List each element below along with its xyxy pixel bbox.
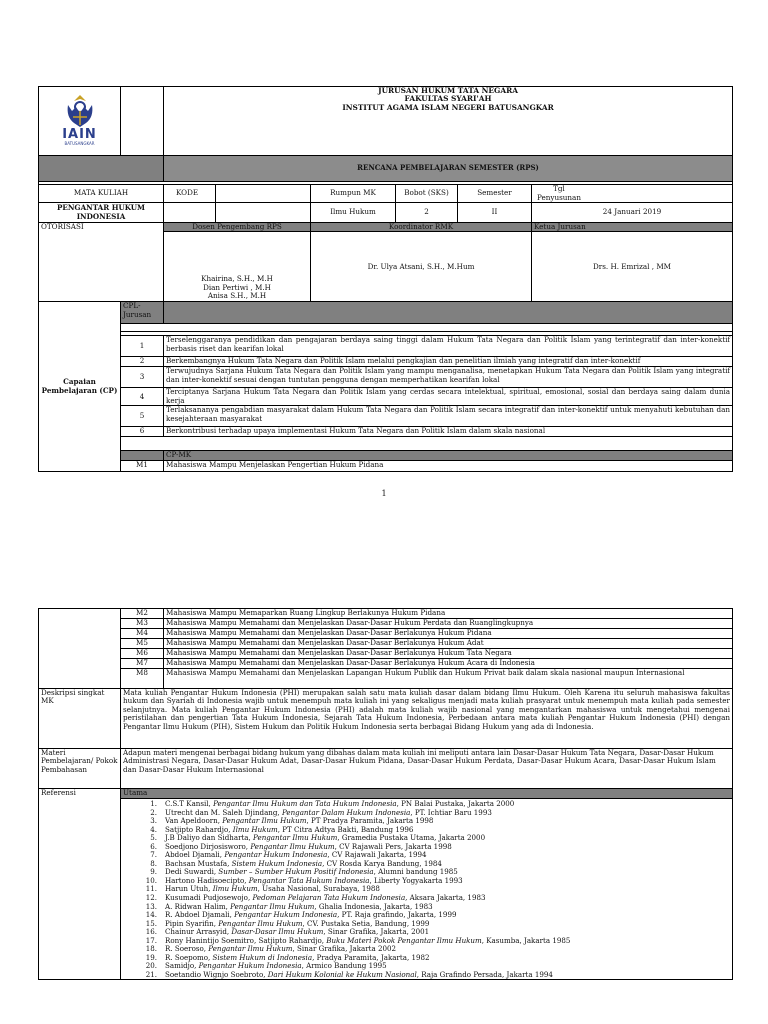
- reference-number: 18.: [145, 944, 157, 954]
- cpl-text-1: Terselenggaranya pendidikan dan pengajaran berdaya saing tinggi dalam Hukum Tata Negara dan Politik Islam yang terintegratif dan inter-konektif berbasis riset dan kearifan lokal: [164, 336, 733, 357]
- cpl-text-3: Terwujudnya Sarjana Hukum Tata Negara dan Politik Islam yang mampu menganalisa, menetapkan Hukum Tata Negara dan Politik Islam yang integratif dan inter-konektif sesuai dengan tuntutan pengguna dengan memperhatikan kearifan lokal: [164, 367, 733, 388]
- reference-author: C.S.T Kansil,: [165, 799, 214, 808]
- reference-title: Pengantar Dalam Hukum Indonesia: [281, 807, 411, 817]
- rps-continued-table: [38, 608, 733, 980]
- reference-publisher: , Alumni bandung 1985: [373, 867, 458, 877]
- dosen-names: [164, 232, 311, 302]
- semester-label: Semester: [458, 185, 532, 203]
- ketua-label: Ketua Jurusan: [532, 223, 733, 232]
- reference-title: Pengantar Hukum Indonesia: [198, 961, 302, 971]
- reference-number: 4.: [150, 824, 157, 834]
- rps-header-table: [38, 86, 733, 472]
- reference-publisher: , CV Rosda Karya Bandung, 1984: [322, 858, 442, 868]
- reference-author: R. Soeroso,: [165, 944, 209, 954]
- materi-text: Adapun materi mengenai berbagai bidang hukum yang dibahas dalam mata kuliah ini meliputi antara lain Dasar-Dasar Hukum Tata Negara, Dasar-Dasar Hukum Administrasi Negara, Dasar-Dasar Hukum Adat, Dasar-Dasar Hukum Pidana, Dasar-Dasar Hukum Perdata, Dasar-Dasar Hukum Acara, Dasar-Dasar Hukum Islam dan Dasar-Dasar Hukum Internasional: [121, 749, 733, 789]
- page-number: 1: [381, 489, 387, 498]
- reference-publisher: , CV Rajawali Jakarta, 1994: [327, 850, 427, 860]
- reference-title: Sumber – Sumber Hukum Positif Indonesia: [218, 867, 374, 877]
- institute-name: INSTITUT AGAMA ISLAM NEGERI BATUSANGKAR: [342, 102, 554, 112]
- cpmk-text-m5: Mahasiswa Mampu Memahami dan Menjelaskan Dasar-Dasar Berlakunya Hukum Adat: [164, 639, 733, 649]
- reference-publisher: , PT Pradya Paramita, Jakarta 1998: [306, 816, 434, 826]
- reference-number: 16.: [145, 927, 157, 937]
- reference-author: A. Ridwan Halim,: [165, 901, 231, 911]
- reference-title: Pengantar Ilmu Hukum: [250, 841, 335, 851]
- reference-author: Harun Utuh,: [165, 884, 213, 894]
- bobot-label: Bobot (SKS): [396, 185, 458, 203]
- reference-number: 9.: [150, 867, 157, 877]
- reference-number: 21.: [145, 969, 157, 979]
- reference-author: Soedjono Dirjosisworo,: [165, 841, 251, 851]
- reference-item: [123, 971, 730, 980]
- cpl-text-6: Berkontribusi terhadap upaya implementasi Hukum Tata Negara dan Politik Islam dalam skala nasional: [164, 427, 733, 437]
- reference-author: J.B Daliyo dan Sidharta,: [165, 833, 254, 843]
- institution-header: [164, 87, 733, 156]
- reference-title: Pedoman Pelajaran Tata Hukum Indonesia: [252, 893, 406, 903]
- cpmk-no-m7: M7: [121, 659, 164, 669]
- reference-publisher: , Aksara Jakarta, 1983: [405, 893, 486, 903]
- cpmk-text-m4: Mahasiswa Mampu Memahami dan Menjelaskan Dasar-Dasar Berlakunya Hukum Pidana: [164, 629, 733, 639]
- iain-emblem-icon: [60, 93, 100, 129]
- reference-number: 14.: [145, 910, 157, 920]
- cpmk-no-m5: M5: [121, 639, 164, 649]
- reference-author: R. Abdoel Djamali,: [165, 910, 235, 920]
- reference-author: Pipin Syarifin,: [165, 918, 219, 928]
- cpmk-text-m2: Mahasiswa Mampu Memaparkan Ruang Lingkup Berlakunya Hukum Pidana: [164, 609, 733, 619]
- cpl-jurusan-label: CPL-Jurusan: [121, 302, 164, 324]
- reference-author: Rony Hanintijo Soemitro, Satjipto Rahardjo,: [165, 935, 327, 945]
- rps-page-2: [38, 608, 732, 980]
- reference-publisher: , PT. Ichtiar Baru 1993: [410, 807, 492, 817]
- rumpun-label: Rumpun MK: [311, 185, 396, 203]
- reference-author: Bachsan Mustafa,: [165, 858, 232, 868]
- kode-label: KODE: [164, 185, 216, 203]
- reference-number: 5.: [150, 833, 157, 843]
- cpmk-no-m1: M1: [121, 460, 164, 471]
- cpmk-text-m7: Mahasiswa Mampu Memahami dan Menjelaskan Dasar-Dasar Berlakunya Hukum Acara di Indonesia: [164, 659, 733, 669]
- department-name: JURUSAN HUKUM TATA NEGARA: [378, 86, 518, 95]
- reference-author: Van Apeldoorn,: [165, 816, 223, 826]
- dosen-name-2: Dian Pertiwi , M.H: [203, 282, 271, 292]
- course-semester: II: [458, 203, 532, 223]
- reference-publisher: , Liberty Yogyakarta 1993: [369, 875, 463, 885]
- reference-number: 13.: [145, 901, 157, 911]
- materi-label: Materi Pembelajaran/ Pokok Pembahasan: [39, 749, 121, 789]
- reference-title: Pengantar Ilmu Hukum: [253, 833, 338, 843]
- cpl-no-5: 5: [121, 406, 164, 427]
- otorisasi-label: OTORISASI: [39, 223, 164, 302]
- course-rumpun: Ilmu Hukum: [311, 203, 396, 223]
- cpmk-no-m3: M3: [121, 619, 164, 629]
- reference-number: 20.: [145, 961, 157, 971]
- referensi-label: Referensi: [39, 789, 121, 980]
- reference-publisher: , PT. Raja grafindo, Jakarta, 1999: [337, 910, 457, 920]
- dosen-label: Dosen Pengembang RPS: [164, 223, 311, 232]
- reference-title: Pengantar Ilmu Hukum dan Tata Hukum Indonesia: [213, 799, 397, 808]
- reference-publisher: , Gramedia Pustaka Utama, Jakarta 2000: [337, 833, 486, 843]
- reference-title: Pengantar Ilmu Hukum: [208, 944, 293, 954]
- cpmk-text-m6: Mahasiswa Mampu Memahami dan Menjelaskan Dasar-Dasar Berlakunya Hukum Tata Negara: [164, 649, 733, 659]
- reference-number: 6.: [150, 841, 157, 851]
- reference-number: 7.: [150, 850, 157, 860]
- rps-title: RENCANA PEMBELAJARAN SEMESTER (RPS): [164, 156, 733, 182]
- reference-number: 11.: [145, 884, 157, 894]
- reference-title: Pengantar Ilmu Hukum: [230, 901, 315, 911]
- cpl-text-5: Terlaksananya pengabdian masyarakat dalam Hukum Tata Negara dan Politik Islam secara integratif dan inter-konektif untuk menyahuti kebutuhan dan kesejahteraan masyarakat: [164, 406, 733, 427]
- reference-publisher: , Raja Grafindo Persada, Jakarta 1994: [416, 969, 553, 979]
- reference-number: 2.: [150, 807, 157, 817]
- reference-title: Dari Hukum Kolonial ke Hukum Nasional: [267, 969, 417, 979]
- cpl-no-6: 6: [121, 427, 164, 437]
- reference-title: Pengantar Tata Hukum Indonesia: [248, 875, 370, 885]
- cpl-no-4: 4: [121, 388, 164, 406]
- cpl-no-1: 1: [121, 336, 164, 357]
- reference-publisher: , PN Balai Pustaka, Jakarta 2000: [396, 799, 515, 808]
- reference-author: Abdoel Djamali,: [165, 850, 225, 860]
- reference-number: 10.: [145, 875, 157, 885]
- cpl-no-2: 2: [121, 357, 164, 367]
- course-name: PENGANTAR HUKUM INDONESIA: [39, 203, 164, 223]
- cpmk-no-m8: M8: [121, 669, 164, 689]
- reference-title: Sistem Hukum di Indonesia: [212, 952, 313, 962]
- reference-number: 8.: [150, 858, 157, 868]
- reference-author: Kusumadi Pudjosewojo,: [165, 893, 253, 903]
- logo-text: IAIN: [62, 126, 97, 142]
- cpl-no-3: 3: [121, 367, 164, 388]
- course-code: [164, 203, 216, 223]
- reference-number: 12.: [145, 893, 157, 903]
- reference-title: Dasar-Dasar Ilmu Hukum: [231, 927, 324, 937]
- cpmk-label: CP-MK: [164, 451, 733, 460]
- reference-author: Satjipto Rahardjo,: [165, 824, 233, 834]
- dosen-name-3: Anisa S.H., M.H: [207, 291, 267, 300]
- reference-publisher: , CV Rajawali Pers, Jakarta 1998: [334, 841, 452, 851]
- reference-author: Dedi Suwardi,: [165, 867, 219, 877]
- cp-label: Capaian Pembelajaran (CP): [39, 302, 121, 471]
- reference-number: 3.: [150, 816, 157, 826]
- reference-publisher: , Pradya Paramita, Jakarta, 1982: [312, 952, 430, 962]
- reference-author: Soetandio Wignjo Soebroto,: [165, 969, 268, 979]
- reference-number: 17.: [145, 935, 157, 945]
- logo-cell: [39, 87, 121, 156]
- reference-number: 1.: [150, 799, 157, 808]
- deskripsi-text: Mata kuliah Pengantar Hukum Indonesia (PHI) merupakan salah satu mata kuliah dasar dalam bidang Ilmu Hukum. Oleh Karena itu seluruh mahasiswa fakultas hukum dan Syariah di Indonesia wajib untuk menempuh mata kuliah ini yang sekaligus menjadi mata kuliah prasyarat untuk menempuh mata kuliah pada semester selanjutnya. Mata kuliah Pengantar Hukum Indonesia (PHI) adalah mata kuliah wajib nasional yang mengantarkan mahasiswa untuk mengetahui mengenai peristilahan dan pengertian Tata Hukum Indonesia, Sejarah Tata Hukum Indonesia, Perbedaan antara mata kuliah Pengantar Hukum Indonesia (PHI) dengan Pengantar Ilmu Hukum (PIH), Sistem Hukum dan Politik Hukum Indonesia serta berbagai Bidang Hukum yang ada di Indonesia.: [121, 689, 733, 749]
- reference-number: 15.: [145, 918, 157, 928]
- cpmk-text-m8: Mahasiswa Mampu Memahami dan Menjelaskan Lapangan Hukum Publik dan Hukum Privat baik dalam skala nasional maupun Internasional: [164, 669, 733, 689]
- reference-number: 19.: [145, 952, 157, 962]
- reference-author: Hartono Hadisoecipto,: [165, 875, 249, 885]
- tgl-label: Tgl Penyusunan: [537, 184, 581, 202]
- cpmk-text-m1: Mahasiswa Mampu Menjelaskan Pengertian Hukum Pidana: [164, 460, 733, 471]
- reference-publisher: , Kasumba, Jakarta 1985: [481, 935, 571, 945]
- reference-text: [165, 971, 553, 980]
- reference-title: Ilmu Hukum: [212, 884, 258, 894]
- rps-page-1: [38, 86, 732, 472]
- logo-subtext: BATUSANGKAR: [64, 140, 95, 146]
- cpmk-no-m6: M6: [121, 649, 164, 659]
- reference-title: Sistem Hukum Indonesia: [231, 858, 323, 868]
- reference-title: Pengantar Hukum Indonesia: [224, 850, 328, 860]
- reference-publisher: , Sinar Grafika, Jakarta 2002: [292, 944, 397, 954]
- reference-title: Buku Materi Pokok Pengantar Ilmu Hukum: [326, 935, 482, 945]
- koordinator-label: Koordinator RMK: [311, 223, 532, 232]
- reference-author: R. Soepomo,: [165, 952, 213, 962]
- reference-author: Chainur Arrasyid,: [165, 927, 232, 937]
- ketua-name: Drs. H. Emrizal , MM: [532, 232, 733, 302]
- reference-publisher: , CV. Pustaka Setia, Bandung, 1999: [302, 918, 430, 928]
- reference-list: [123, 800, 730, 979]
- reference-publisher: , Usaha Nasional, Surabaya, 1988: [257, 884, 380, 894]
- cpmk-no-m2: M2: [121, 609, 164, 619]
- course-bobot: 2: [396, 203, 458, 223]
- cpmk-no-m4: M4: [121, 629, 164, 639]
- cpl-text-2: Berkembangnya Hukum Tata Negara dan Politik Islam melalui pengkajian dan penelitian ilmiah yang integratif dan inter-konektif: [164, 357, 733, 367]
- reference-title: Pengantar Hukum Indonesia: [234, 910, 338, 920]
- reference-publisher: , PT Citra Adtya Bakti, Bandung 1996: [277, 824, 414, 834]
- deskripsi-label: Deskripsi singkat MK: [39, 689, 121, 749]
- reference-title: Pengantar Ilmu Hukum: [218, 918, 303, 928]
- cpmk-text-m3: Mahasiswa Mampu Memahami dan Menjelaskan Dasar-Dasar Hukum Perdata dan Ruanglingkupnya: [164, 619, 733, 629]
- course-date: 24 Januari 2019: [532, 203, 733, 223]
- reference-title: Ilmu Hukum: [232, 824, 278, 834]
- iain-logo: [41, 87, 118, 151]
- reference-list-cell: [121, 799, 733, 980]
- mata-kuliah-label: MATA KULIAH: [39, 185, 164, 203]
- reference-publisher: , Sinar Grafika, Jakarta, 2001: [323, 927, 430, 937]
- koordinator-name: Dr. Ulya Atsani, S.H., M.Hum: [311, 232, 532, 302]
- reference-author: Samidjo,: [165, 961, 199, 971]
- reference-publisher: , Ghalia Indonesia, Jakarta, 1983: [314, 901, 433, 911]
- dosen-name-1: Khairina, S.H., M.H: [201, 274, 273, 284]
- reference-publisher: , Armico Bandung 1995: [301, 961, 387, 971]
- faculty-name: FAKULTAS SYARI'AH: [404, 94, 492, 104]
- cpl-text-4: Terciptanya Sarjana Hukum Tata Negara dan Politik Islam yang cerdas secara intelektual, spiritual, emosional, sosial dan berdaya saing dalam dunia kerja: [164, 388, 733, 406]
- reference-author: Utrecht dan M. Saleh Djindang,: [165, 807, 282, 817]
- utama-label: Utama: [121, 789, 733, 799]
- reference-title: Pengantar Ilmu Hukum: [222, 816, 307, 826]
